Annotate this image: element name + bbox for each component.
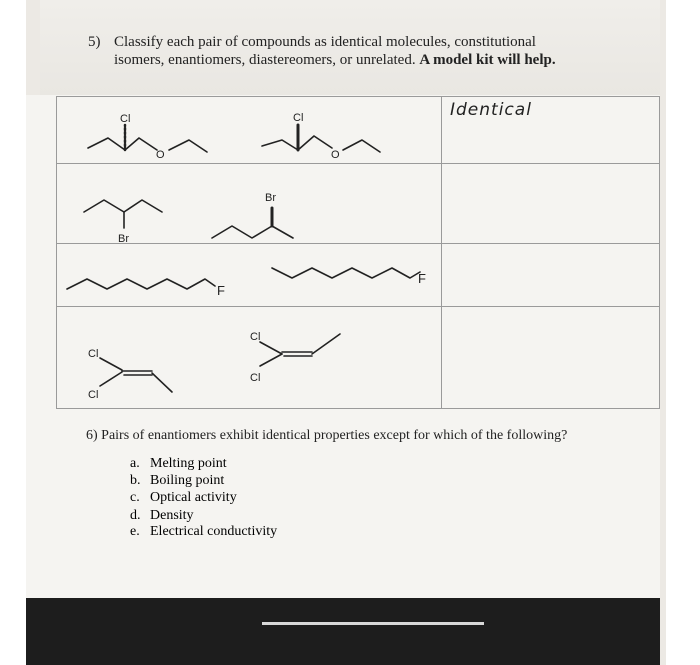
row1-right-structure (262, 125, 380, 152)
question-5-number: 5) (88, 34, 101, 50)
r1-left-cl-label: Cl (120, 113, 131, 125)
option-text: Density (150, 508, 194, 523)
question-5-line-1: Classify each pair of compounds as identical molecules, constitutional (114, 34, 536, 50)
answer-option (130, 524, 277, 540)
handwritten-answer-row-1: Identical (450, 100, 532, 120)
question-6-text: Pairs of enantiomers exhibit identical properties except for which of the following? (101, 428, 568, 443)
question-5-line-2-text: isomers, enantiomers, diastereomers, or unrelated. (114, 52, 416, 68)
question-6 (86, 427, 567, 444)
r1-right-o-label: O (331, 149, 340, 161)
row3-right-structure (272, 268, 420, 278)
option-text: Optical activity (150, 490, 237, 505)
answer-option (130, 473, 224, 489)
option-text: Electrical conductivity (150, 524, 278, 539)
option-text: Boiling point (150, 473, 225, 488)
option-text: Melting point (150, 456, 227, 471)
r4-right-cl1-label: Cl (250, 331, 261, 343)
row1-left-structure (88, 125, 207, 152)
row2-left-structure (84, 200, 162, 228)
r1-left-o-label: O (156, 149, 165, 161)
option-letter: c. (130, 490, 140, 505)
row4-right-structure (260, 334, 340, 366)
row4-left-structure (100, 358, 172, 392)
option-letter: b. (130, 473, 141, 488)
photo-dark-area (26, 598, 660, 665)
answer-option (130, 508, 194, 524)
r2-left-br-label: Br (118, 233, 129, 245)
answer-option (130, 490, 237, 506)
r4-right-cl2-label: Cl (250, 372, 261, 384)
row3-left-structure (67, 279, 215, 289)
option-letter: e. (130, 524, 140, 539)
r3-right-f-label: F (418, 271, 426, 286)
r4-left-cl1-label: Cl (88, 348, 99, 360)
option-letter: a. (130, 456, 140, 471)
row2-right-structure (212, 208, 293, 238)
r1-right-cl-label: Cl (293, 112, 304, 124)
r3-left-f-label: F (217, 283, 225, 298)
answer-option (130, 456, 227, 472)
pen-mark (262, 622, 484, 625)
r4-left-cl2-label: Cl (88, 389, 99, 401)
option-letter: d. (130, 508, 141, 523)
question-6-number: 6) (86, 428, 98, 443)
r2-right-br-label: Br (265, 192, 276, 204)
question-5-model-kit-hint: A model kit will help. (419, 52, 556, 68)
